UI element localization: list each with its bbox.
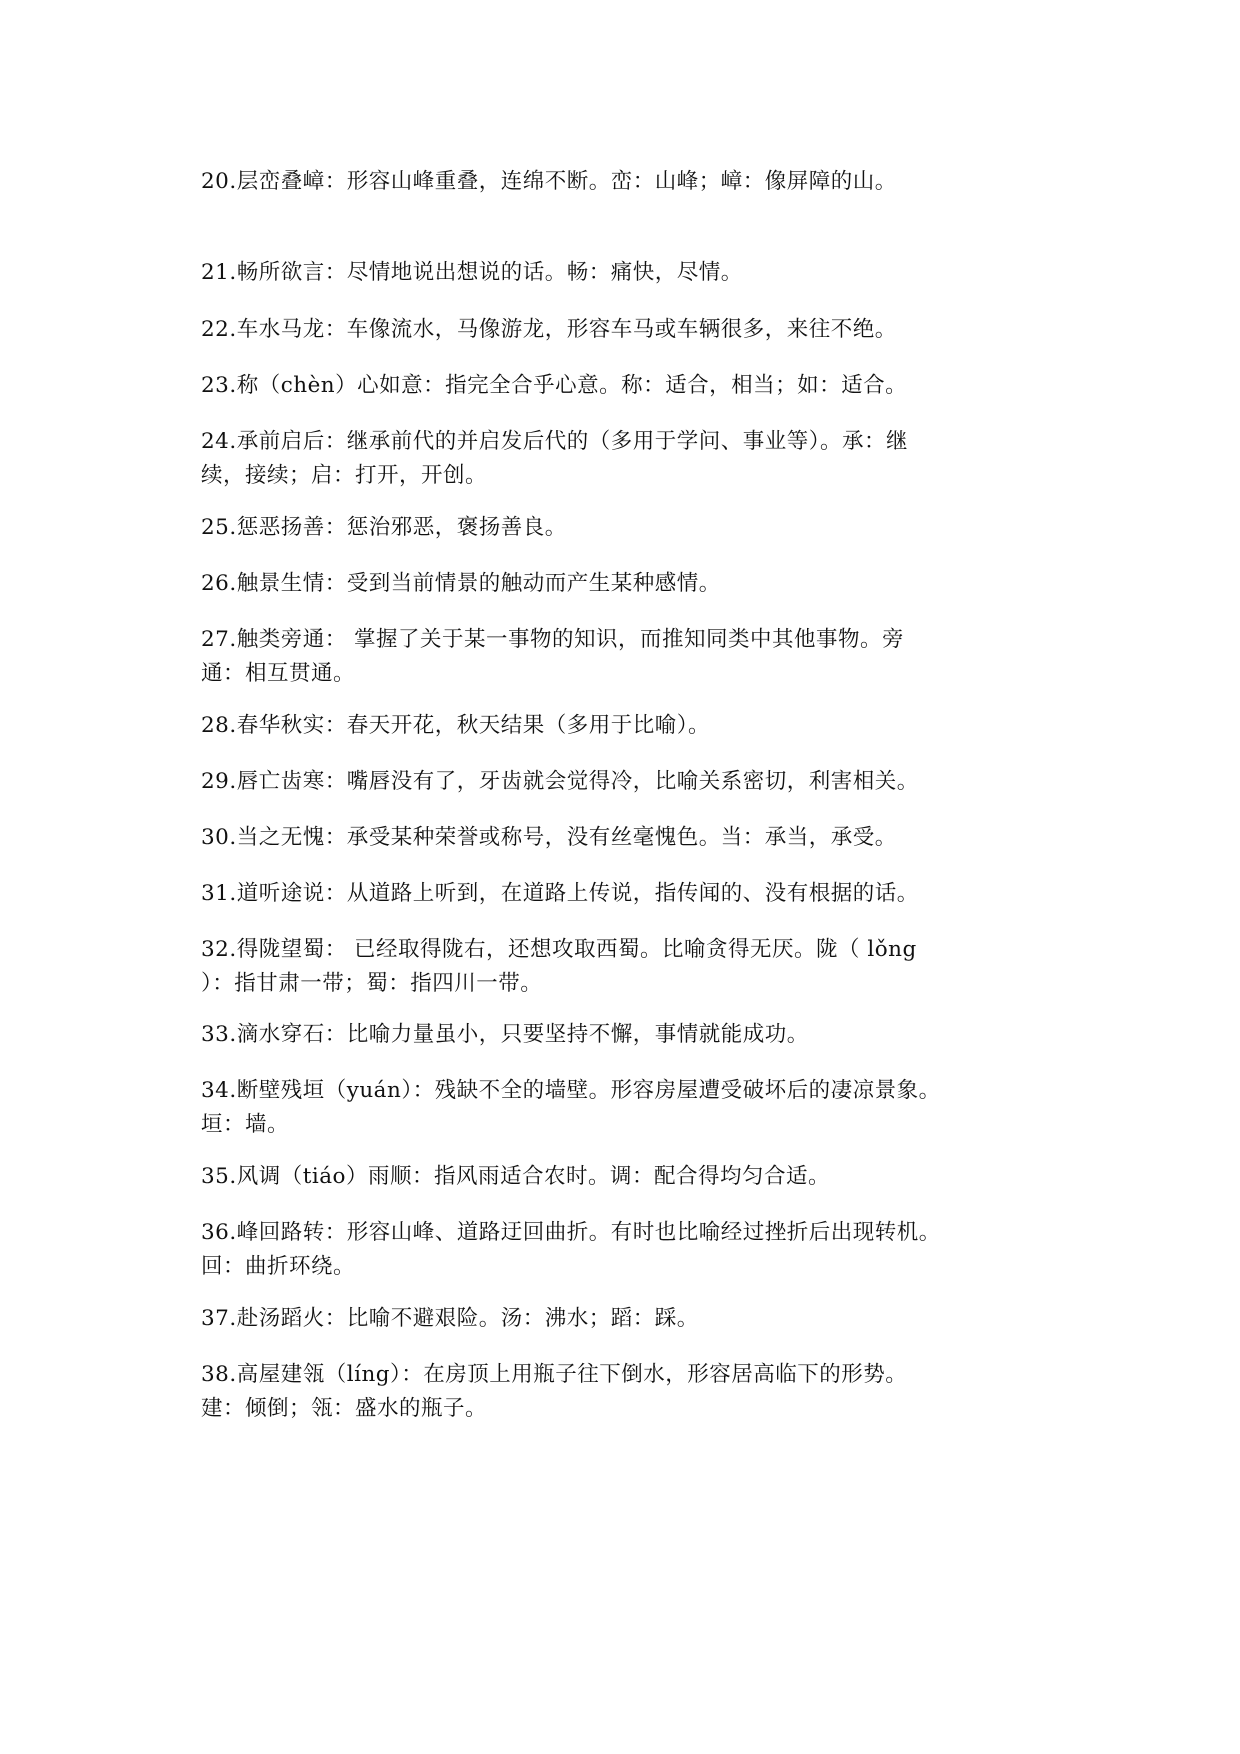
idiom-entry-38 — [201, 1358, 1061, 1426]
entry-line: 28.春华秋实：春天开花，秋天结果（多用于比喻）。 — [201, 713, 710, 738]
entry-line: 25.惩恶扬善：惩治邪恶，褒扬善良。 — [201, 515, 567, 540]
idiom-entry-34 — [201, 1074, 1061, 1142]
idiom-entry-21 — [201, 256, 1061, 290]
entry-line-continued: 回：曲折环绕。 — [201, 1254, 356, 1279]
entry-line: 26.触景生情：受到当前情景的触动而产生某种感情。 — [201, 571, 721, 596]
idiom-entry-33 — [201, 1018, 1061, 1052]
entry-line: 38.高屋建瓴（líng）：在房顶上用瓶子往下倒水，形容居高临下的形势。 — [201, 1362, 908, 1387]
entry-line: 32.得陇望蜀： 已经取得陇右，还想攻取西蜀。比喻贪得无厌。陇（ lǒng — [201, 937, 917, 962]
entry-line: 21.畅所欲言：尽情地说出想说的话。畅：痛快，尽情。 — [201, 260, 743, 285]
entry-line: 22.车水马龙：车像流水，马像游龙，形容车马或车辆很多，来往不绝。 — [201, 317, 897, 342]
entry-line: 24.承前启后：继承前代的并启发后代的（多用于学问、事业等）。承：继 — [201, 429, 908, 454]
idiom-entry-32 — [201, 933, 1061, 1001]
entry-line: 30.当之无愧：承受某种荣誉或称号，没有丝毫愧色。当：承当，承受。 — [201, 825, 897, 850]
entry-line: 35.风调（tiáo）雨顺：指风雨适合农时。调：配合得均匀合适。 — [201, 1164, 830, 1189]
entry-line-continued: 建：倾倒；瓴：盛水的瓶子。 — [201, 1396, 488, 1421]
entry-line: 34.断壁残垣（yuán）：残缺不全的墙壁。形容房屋遭受破坏后的凄凉景象。 — [201, 1078, 941, 1103]
entry-line: 23.称（chèn）心如意：指完全合乎心意。称：适合，相当；如：适合。 — [201, 373, 908, 398]
idiom-entry-23 — [201, 369, 1061, 403]
idiom-entry-36 — [201, 1216, 1061, 1284]
entry-line: 37.赴汤蹈火：比喻不避艰险。汤：沸水；蹈：踩。 — [201, 1306, 699, 1331]
idiom-entry-25 — [201, 511, 1061, 545]
idiom-entry-24 — [201, 425, 1061, 493]
idiom-entry-20 — [201, 165, 1061, 199]
idiom-entry-27 — [201, 623, 1061, 691]
idiom-entry-35 — [201, 1160, 1061, 1194]
idiom-entry-22 — [201, 313, 1061, 347]
idiom-entry-29 — [201, 765, 1061, 799]
entry-line-continued: ）：指甘肃一带；蜀：指四川一带。 — [201, 971, 543, 996]
idiom-entry-30 — [201, 821, 1061, 855]
entry-line: 27.触类旁通： 掌握了关于某一事物的知识，而推知同类中其他事物。旁 — [201, 627, 905, 652]
entry-line: 31.道听途说：从道路上听到，在道路上传说，指传闻的、没有根据的话。 — [201, 881, 919, 906]
entry-line: 20.层峦叠嶂：形容山峰重叠，连绵不断。峦：山峰；嶂：像屏障的山。 — [201, 169, 897, 194]
entry-line: 29.唇亡齿寒：嘴唇没有了，牙齿就会觉得冷，比喻关系密切，利害相关。 — [201, 769, 919, 794]
idiom-entry-37 — [201, 1302, 1061, 1336]
idiom-entry-28 — [201, 709, 1061, 743]
entry-line: 36.峰回路转：形容山峰、道路迂回曲折。有时也比喻经过挫折后出现转机。 — [201, 1220, 941, 1245]
idiom-entry-31 — [201, 877, 1061, 911]
entry-line-continued: 通：相互贯通。 — [201, 661, 356, 686]
entry-line-continued: 续，接续；启：打开，开创。 — [201, 463, 488, 488]
idiom-entry-26 — [201, 567, 1061, 601]
entry-line-continued: 垣：墙。 — [201, 1112, 290, 1137]
entry-line: 33.滴水穿石：比喻力量虽小，只要坚持不懈，事情就能成功。 — [201, 1022, 809, 1047]
